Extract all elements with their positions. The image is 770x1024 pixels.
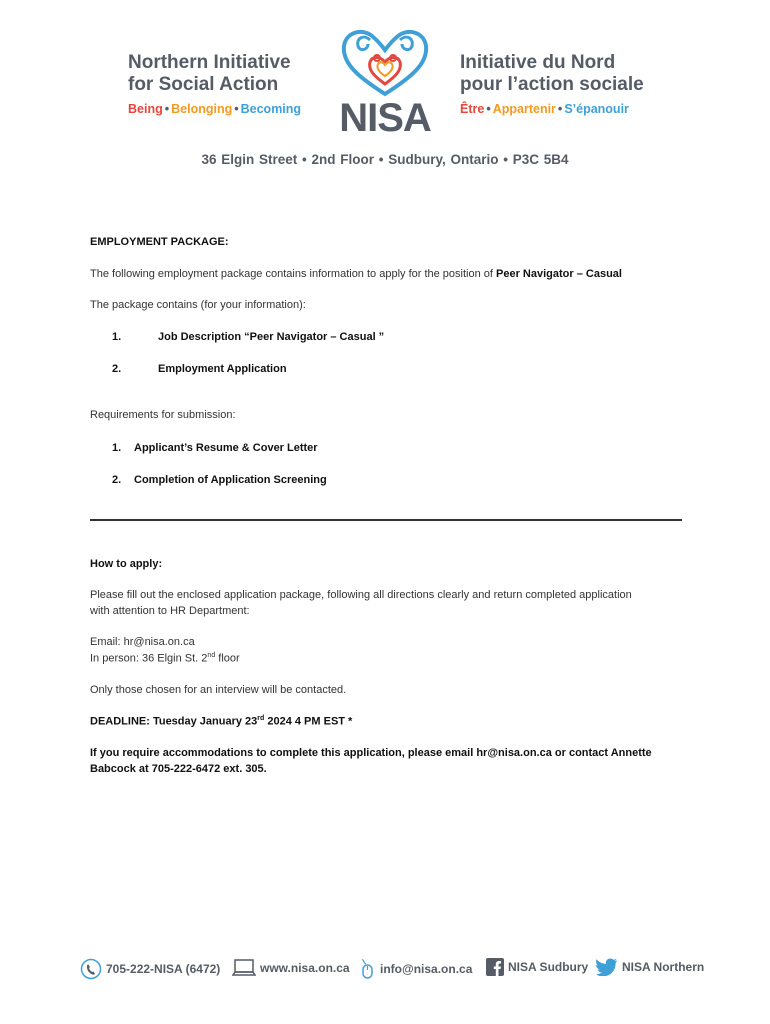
- accommodations-line1: If you require accommodations to complete this application, please email hr@nisa.on.ca or contact Annette: [90, 747, 652, 759]
- list-number: 1.: [112, 442, 122, 454]
- tagline-word: S’épanouir: [564, 102, 629, 116]
- tagline-word: Being: [128, 102, 163, 116]
- org-name-french: [460, 52, 660, 116]
- footer-email[interactable]: [358, 958, 472, 980]
- org-name-en-line1: Northern Initiative: [128, 52, 291, 73]
- footer-twitter[interactable]: [596, 958, 704, 976]
- twitter-icon: [596, 958, 618, 976]
- list-item: [112, 474, 327, 486]
- only-chosen-text: Only those chosen for an interview will be contacted.: [90, 684, 347, 696]
- deadline-text: 2024 4 PM EST *: [264, 715, 353, 728]
- org-name-english: [128, 52, 318, 116]
- how-to-apply-heading: How to apply:: [90, 558, 163, 570]
- tagline-english: Being • Belonging • Becoming: [128, 102, 302, 116]
- ordinal-suffix: nd: [207, 652, 216, 659]
- intro-paragraph: [90, 268, 622, 280]
- footer-email-link[interactable]: info@nisa.on.ca: [380, 962, 473, 976]
- footer-facebook[interactable]: [486, 958, 588, 976]
- tagline-word: Becoming: [240, 102, 302, 116]
- org-name-en-line2: for Social Action: [128, 74, 279, 95]
- tagline-word: Belonging: [171, 102, 233, 116]
- how-to-apply-line1: Please fill out the enclosed application package, following all directions clearly and return completed application: [90, 589, 632, 601]
- list-item: [112, 363, 287, 375]
- org-name-fr-line2: pour l’action sociale: [460, 74, 644, 95]
- logo-text: NISA: [339, 96, 431, 140]
- footer-facebook-link[interactable]: NISA Sudbury: [508, 960, 589, 974]
- list-number: 2.: [112, 363, 122, 375]
- list-number: 1.: [112, 331, 122, 343]
- phone-icon: [80, 958, 102, 980]
- heading-employment-package: EMPLOYMENT PACKAGE:: [90, 236, 229, 248]
- requirements-heading: Requirements for submission:: [90, 409, 236, 421]
- email-line: Email: hr@nisa.on.ca: [90, 636, 195, 648]
- org-name-fr-line1: Initiative du Nord: [460, 52, 616, 73]
- how-to-apply-line2: with attention to HR Department:: [90, 605, 250, 617]
- nisa-logo: [330, 26, 440, 138]
- facebook-icon: [486, 958, 504, 976]
- heart-logo-icon: [330, 26, 440, 98]
- ordinal-suffix: rd: [257, 715, 265, 722]
- package-contains-text: The package contains (for your information):: [90, 299, 306, 311]
- list-number: 2.: [112, 474, 122, 486]
- address-line: 36 Elgin Street • 2nd Floor • Sudbury, Ontario • P3C 5B4: [201, 152, 569, 167]
- tagline-word: Appartenir: [492, 102, 556, 116]
- intro-text: The following employment package contains information to apply for the position of: [90, 268, 497, 280]
- list-text: Completion of Application Screening: [134, 474, 327, 486]
- in-person-text: In person: 36 Elgin St. 2: [90, 652, 208, 665]
- footer-web[interactable]: [232, 958, 350, 978]
- list-text: Job Description “Peer Navigator – Casual ”: [158, 331, 385, 343]
- contact-footer: [80, 958, 705, 982]
- footer-phone-text: 705-222-NISA (6472): [106, 962, 221, 976]
- tagline-word: Être: [460, 102, 485, 116]
- footer-web-link[interactable]: www.nisa.on.ca: [260, 961, 350, 975]
- laptop-icon: [232, 958, 256, 978]
- tagline-french: Être • Appartenir • S’épanouir: [460, 102, 629, 116]
- deadline-line: [90, 715, 352, 728]
- list-text: Employment Application: [158, 363, 287, 375]
- in-person-text: floor: [215, 652, 240, 665]
- divider: [90, 519, 682, 521]
- footer-twitter-link[interactable]: NISA Northern: [622, 960, 705, 974]
- list-text: Applicant’s Resume & Cover Letter: [134, 442, 318, 454]
- position-title: Peer Navigator – Casual: [496, 268, 622, 280]
- list-item: [112, 331, 384, 343]
- deadline-text: DEADLINE: Tuesday January 23: [90, 715, 258, 728]
- in-person-line: [90, 652, 240, 665]
- list-item: [112, 442, 318, 454]
- letterhead: [0, 22, 770, 142]
- mouse-icon: [358, 958, 376, 980]
- footer-phone: [80, 958, 220, 980]
- accommodations-line2: Babcock at 705-222-6472 ext. 305.: [90, 763, 267, 775]
